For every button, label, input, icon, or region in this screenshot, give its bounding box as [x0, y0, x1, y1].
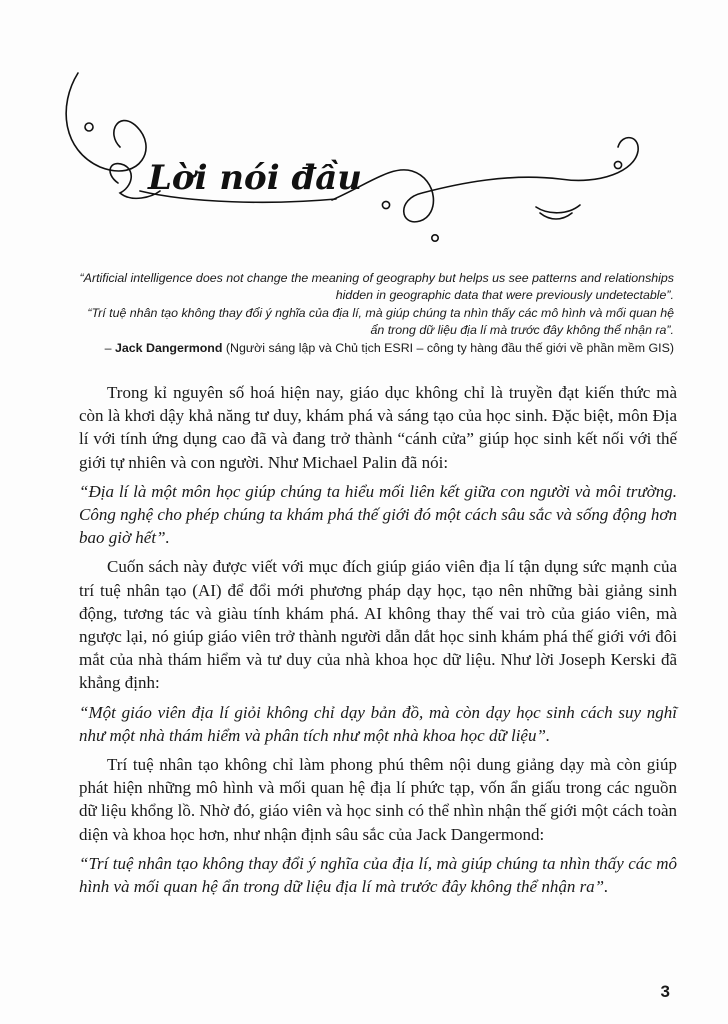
left-ring — [85, 123, 93, 131]
attribution-dash: – — [104, 340, 115, 355]
paragraph-1: Trong kỉ nguyên số hoá hiện nay, giáo dục không chỉ là truyền đạt kiến thức mà còn là khơi dậy khả năng tư duy, khám phá và sáng tạo của học sinh. Đặc biệt, môn Địa lí với tính ứng dụng cao đã và đang trở thành “cánh cửa” giúp học sinh kết nối với thế giới tự nhiên và con người. Như Michael Palin đã nói: — [79, 383, 677, 472]
tiny-flourish-1 — [540, 213, 572, 219]
page-title: Lời nói đầu — [148, 158, 363, 198]
right-wave-stroke — [332, 138, 638, 222]
right-ring — [614, 161, 621, 168]
quote-1: “Địa lí là một môn học giúp chúng ta hiểu mối liên kết giữa con người và môi trường. Công nghệ cho phép chúng ta khám phá thế giới đó một cách sâu sắc và sống động hơn bao giờ hết”. — [79, 481, 677, 548]
page-number: 3 — [660, 982, 670, 1001]
paragraph-2: Cuốn sách này được viết với mục đích giúp giáo viên địa lí tận dụng sức mạnh của trí tuệ nhân tạo (AI) để đổi mới phương pháp dạy học, tạo nên những bài giảng sinh động, tương tác và giàu tính khám phá. AI không thay thế vai trò của giáo viên, mà ngược lại, nó giúp giáo viên trở thành người dẫn dắt học sinh khám phá thế giới với đôi mắt của nhà thám hiểm và tư duy của nhà khoa học dữ liệu. Như lời Joseph Kerski đã khẳng định: — [79, 557, 677, 693]
epigraph — [78, 270, 674, 357]
epigraph-vietnamese-quote: “Trí tuệ nhân tạo không thay đổi ý nghĩa của địa lí, mà giúp chúng ta nhìn thấy các mô hình và mối quan hệ ẩn trong dữ liệu địa lí mà trước đây không thể nhận ra”. — [87, 305, 674, 338]
attribution-note: (Người sáng lập và Chủ tịch ESRI – công ty hàng đầu thế giới về phần mềm GIS) — [222, 340, 674, 355]
epigraph-english-quote: “Artificial intelligence does not change the meaning of geography but helps us see patterns and relationships hidden in geographic data that were previously undetectable”. — [79, 271, 674, 303]
tiny-flourish-2 — [536, 205, 580, 213]
left-swirl-stroke — [66, 73, 146, 171]
bottom-ring — [432, 235, 438, 241]
title-ornament — [40, 55, 680, 275]
quote-3: “Trí tuệ nhân tạo không thay đổi ý nghĩa của địa lí, mà giúp chúng ta nhìn thấy các mô hình và mối quan hệ ẩn trong dữ liệu địa lí mà trước đây không thể nhận ra”. — [79, 853, 677, 897]
wave-ring — [382, 201, 389, 208]
epigraph-attribution — [78, 340, 674, 357]
main-text — [79, 381, 677, 904]
attribution-author: Jack Dangermond — [115, 340, 223, 355]
quote-2: “Một giáo viên địa lí giỏi không chỉ dạy bản đồ, mà còn dạy học sinh cách suy nghĩ như một nhà thám hiểm và phân tích như một nhà khoa học dữ liệu”. — [79, 702, 677, 745]
paragraph-3: Trí tuệ nhân tạo không chỉ làm phong phú thêm nội dung giảng dạy mà còn giúp phát hiện những mô hình và mối quan hệ địa lí phức tạp, vốn ẩn giấu trong các nguồn dữ liệu khổng lồ. Nhờ đó, giáo viên và học sinh có thể nhìn nhận thế giới một cách toàn diện và khoa học hơn, như nhận định sâu sắc của Jack Dangermond: — [79, 755, 677, 844]
